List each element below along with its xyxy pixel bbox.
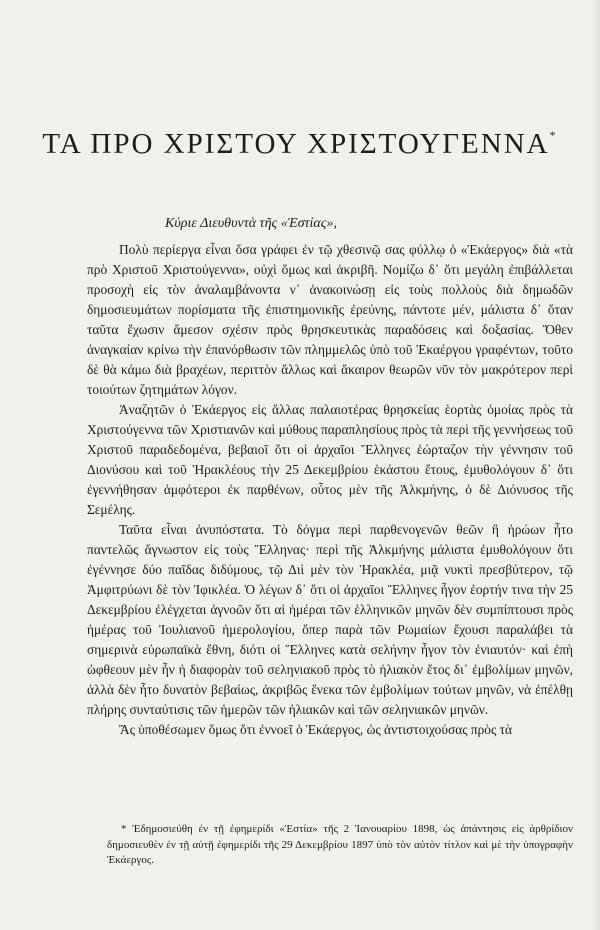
paragraph: Ἀναζητῶν ὁ Ἑκάεργος εἰς ἄλλας παλαιοτέρας θρησκείας ἑορτὰς ὁμοίας πρὸς τὰ Χριστούγεννα τῶν Χριστιανῶν καὶ μύθους παραπλησίους πρὸς τὰ περὶ τῆς γεννήσεως τοῦ Χριστοῦ παραδεδομένα, βεβαιοῖ ὅτι οἱ ἀρχαῖοι Ἕλληνες ἑώρταζον τὴν γέννησιν τοῦ Διονύσου καὶ τοῦ Ἡρακλέους τὴν 25 Δεκεμβρίου ἑκάστου ἔτους, ἐμυθολόγουν δ᾽ ὅτι ἐγεννήθησαν ἀμφότεροι ἐκ παρθένων, οὗτος μὲν τῆς Ἀλκμήνης, ὁ δὲ Διόνυσος τῆς Σεμέλης. [87, 402, 573, 517]
title-text: ΤΑ ΠΡΟ ΧΡΙΣΤΟΥ ΧΡΙΣΤΟΥΓΕΝΝΑ [42, 128, 550, 160]
paragraph: Ταῦτα εἶναι ἀνυπόστατα. Τὸ δόγμα περὶ παρθενογενῶν θεῶν ἢ ἡρώων ἦτο παντελῶς ἄγνωστον εἰς τοὺς Ἕλληνας· περὶ τῆς Ἀλκμήνης μάλιστα ἐμυθολόγουν ὅτι ἐγέννησε δύο παῖδας διδύμους, τῷ Διὶ μὲν τὸν Ἡρακλέα, μιᾷ νυκτὶ πρεσβύτερον, τῷ Ἀμφιτρύωνι δὲ τὸν Ἰφικλέα. Ὁ λέγων δ᾽ ὅτι οἱ ἀρχαῖοι Ἕλληνες ἦγον ἑορτήν τινα τὴν 25 Δεκεμβρίου ἐλέγχεται ἀγνοῶν ὅτι αἱ ἡμέραι τῶν ἑλληνικῶν μηνῶν δὲν συμπίπτουσι πρὸς ἡμέρας τοῦ Ἰουλιανοῦ ἡμερολογίου, ὅπερ παρὰ τῶν Ρωμαίων ἔχουσι παραλάβει τὰ σημερινὰ εὐρωπαϊκὰ ἔθνη, διότι οἱ Ἕλληνες κατὰ σελήνην ἦγον τὸν ἐνιαυτόν· καὶ ἐπὴ ὠφθεουν μὲν ἦν ἡ διαφορὰν τοῦ σεληνιακοῦ πρὸς τὸ ἡλιακὸν ἔτος δι᾽ ἐμβολίμων μηνῶν, ἀλλὰ δὲν ἦτο δυνατὸν βεβαίως, ἀκριβῶς ἕνεκα τῶν ἐμβολίμων τούτων μηνῶν, νὰ ἐπέλθῃ πλήρης συνταύτισις τῶν ἡμερῶν τῶν ἡλιακῶν καὶ τῶν σεληνιακῶν μηνῶν. [87, 522, 573, 717]
footnote: * Ἐδημοσιεύθη ἐν τῇ ἐφημερίδι «Ἑστία» τῆς 2 Ἰανουαρίου 1898, ὡς ἀπάντησις εἰς ἀρθρίδιον δημοσιευθὲν ἐν τῇ αὐτῇ ἐφημερίδι τῆς 29 Δεκεμβρίου 1897 ὑπὸ τὸν αὐτὸν τίτλον καὶ μὲ τὴν ὑπογραφὴν Ἑκάεργος. [107, 823, 573, 866]
page-edge-shadow [594, 0, 600, 930]
article-title [0, 128, 600, 161]
title-footnote-mark: * [549, 128, 558, 142]
paragraph: Πολὺ περίεργα εἶναι ὅσα γράφει ἐν τῷ χθεσινῷ σας φύλλῳ ὁ «Ἑκάεργος» διὰ «τὰ πρὸ Χριστοῦ Χριστούγεννα», οὐχὶ ὅμως καὶ ἀκριβῆ. Νομίζω δ᾽ ὅτι μεγάλη ἐπιβάλλεται προσοχὴ εἰς τὸν ἀναλαμβάνοντα ν᾽ ἀνακοινώσῃ εἰς τοὺς πολλοὺς διὰ δημωδῶν δημοσιευμάτων πορίσματα τῆς ἐπιστημονικῆς ἐρεύνης, πάντοτε μέν, μάλιστα δ᾽ ὅταν ταῦτα ἔχωσιν ἄμεσον σχέσιν πρὸς θρησκευτικὰς παραδόσεις καὶ δοξασίας. Ὅθεν ἀναγκαίαν κρίνω τὴν ἐπανόρθωσιν τῶν πλημμελῶς ὑπὸ τοῦ Ἑκαέργου γραφέντων, τοῦτο δὲ θὰ κάμω διὰ βραχέων, περιττὸν ἄλλως καὶ ἄκαιρον θεωρῶν νῦν τὸν μακρότερον περὶ τοιούτων ζητημάτων λόγον. [87, 242, 573, 397]
article-body [87, 240, 573, 740]
salutation: Κύριε Διευθυντὰ τῆς «Ἑστίας», [165, 216, 337, 231]
paragraph: Ἂς ὑποθέσωμεν ὅμως ὅτι ἐννοεῖ ὁ Ἑκάεργος, ὡς ἀντιστοιχούσας πρὸς τὰ [119, 722, 513, 737]
